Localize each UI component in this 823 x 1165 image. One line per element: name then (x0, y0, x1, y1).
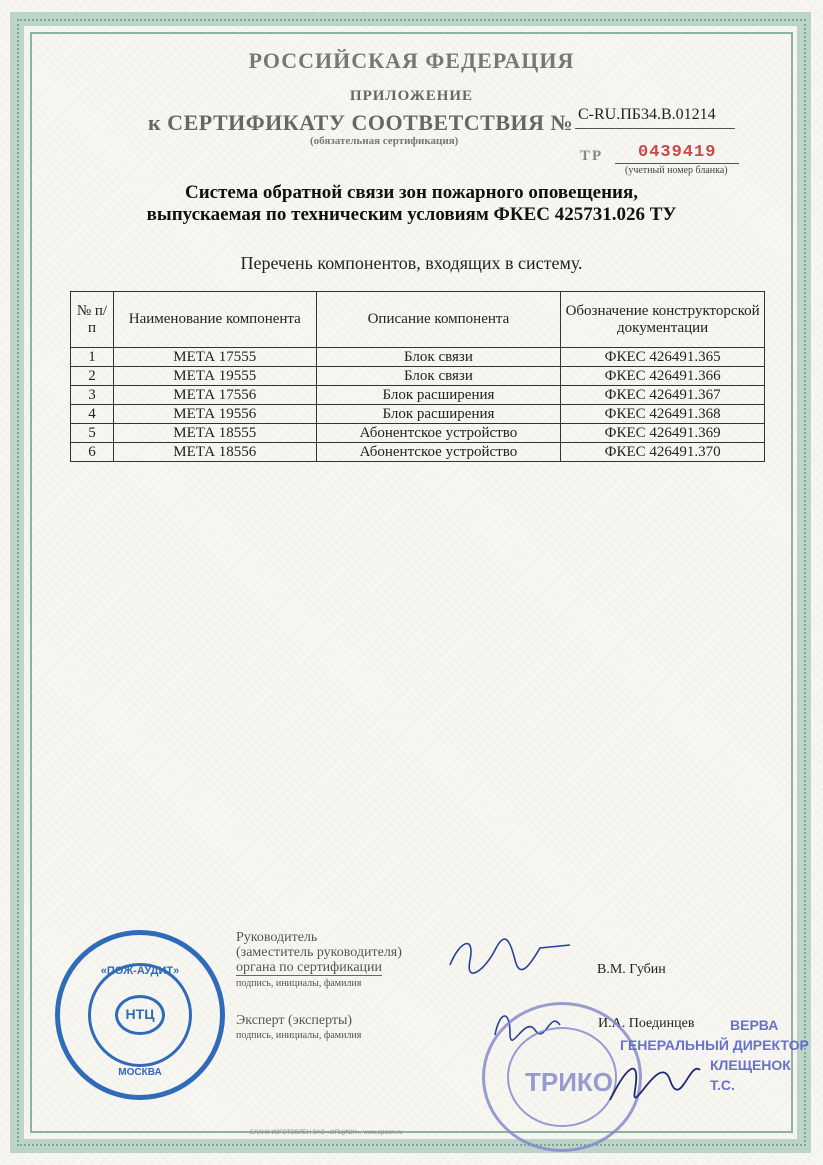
head-title-line3: органа по сертификации (236, 960, 383, 975)
row-num: 5 (71, 424, 114, 443)
row-num: 1 (71, 348, 114, 367)
head-signature-block (236, 930, 402, 991)
certification-type: (обязательная сертификация) (310, 135, 459, 147)
row-name: МЕТА 17556 (113, 386, 316, 405)
system-title (0, 182, 823, 226)
head-name: В.М. Губин (597, 962, 666, 977)
row-description: Блок связи (316, 367, 561, 386)
row-designation: ФКЕС 426491.368 (561, 405, 765, 424)
director-stamp-line3: КЛЕЩЕНОК Т.С. (710, 1057, 791, 1093)
tr-label: ТР (580, 148, 604, 164)
table-row (71, 348, 765, 367)
row-num: 2 (71, 367, 114, 386)
header-description: Описание компонента (316, 292, 561, 348)
table-header-row (71, 292, 765, 348)
header-num: № п/п (71, 292, 114, 348)
head-caption: подпись, инициалы, фамилия (236, 978, 362, 989)
organization-stamp (55, 930, 225, 1100)
row-num: 4 (71, 405, 114, 424)
director-stamp-line2: ГЕНЕРАЛЬНЫЙ ДИРЕКТОР (620, 1037, 809, 1053)
table-row (71, 367, 765, 386)
head-title-line2: (заместитель руководителя) (236, 945, 402, 960)
row-name: МЕТА 18555 (113, 424, 316, 443)
components-table (70, 291, 765, 462)
table-row (71, 443, 765, 462)
blank-number-underline (615, 163, 739, 164)
row-description: Блок расширения (316, 386, 561, 405)
row-name: МЕТА 19556 (113, 405, 316, 424)
row-designation: ФКЕС 426491.366 (561, 367, 765, 386)
row-designation: ФКЕС 426491.365 (561, 348, 765, 367)
components-list-title: Перечень компонентов, входящих в систему. (240, 253, 583, 273)
print-footer: БЛАНК ИЗГОТОВЛЕН ЗАО «ОПЦИОН», www.opcion.ru (250, 1130, 403, 1136)
system-title-line1: Система обратной связи зон пожарного оповещения, (185, 182, 638, 203)
row-name: МЕТА 17555 (113, 348, 316, 367)
table-row (71, 386, 765, 405)
table-row (71, 405, 765, 424)
director-stamp-line1: ВЕРВА (730, 1017, 779, 1033)
director-signature (600, 1040, 710, 1110)
row-num: 6 (71, 443, 114, 462)
certificate-title: к СЕРТИФИКАТУ СООТВЕТСТВИЯ № (148, 110, 574, 135)
expert-title: Эксперт (эксперты) (236, 1013, 353, 1028)
row-name: МЕТА 18556 (113, 443, 316, 462)
blank-number: 0439419 (638, 143, 717, 162)
row-num: 3 (71, 386, 114, 405)
head-signature (440, 930, 590, 980)
row-designation: ФКЕС 426491.370 (561, 443, 765, 462)
row-description: Абонентское устройство (316, 424, 561, 443)
stamp-city: МОСКВА (118, 1067, 162, 1078)
row-description: Блок расширения (316, 405, 561, 424)
row-description: Абонентское устройство (316, 443, 561, 462)
header-designation: Обозначение конструкторской документации (561, 292, 765, 348)
stamp-ring-text: «ПОЖ-АУДИТ» (100, 965, 180, 977)
expert-signature-block (236, 1013, 361, 1043)
expert-name: И.А. Поединцев (598, 1016, 695, 1031)
row-description: Блок связи (316, 348, 561, 367)
certificate-number-underline (575, 128, 735, 129)
certificate-number: C-RU.ПБ34.В.01214 (578, 106, 716, 123)
stamp-center (115, 995, 165, 1035)
row-designation: ФКЕС 426491.367 (561, 386, 765, 405)
stamp-center-text: НТЦ (125, 1006, 155, 1022)
annex-title: ПРИЛОЖЕНИЕ (349, 88, 474, 104)
row-name: МЕТА 19555 (113, 367, 316, 386)
country-title: РОССИЙСКАЯ ФЕДЕРАЦИЯ (248, 48, 575, 73)
company-stamp-logo: ТРИКО (525, 1067, 614, 1097)
table-row (71, 424, 765, 443)
expert-caption: подпись, инициалы, фамилия (236, 1030, 362, 1041)
header-name: Наименование компонента (113, 292, 316, 348)
row-designation: ФКЕС 426491.369 (561, 424, 765, 443)
head-title-line1: Руководитель (236, 930, 318, 945)
blank-number-caption: (учетный номер бланка) (625, 165, 728, 176)
system-title-line2: выпускаемая по техническим условиям ФКЕС 425731.026 ТУ (146, 204, 677, 225)
